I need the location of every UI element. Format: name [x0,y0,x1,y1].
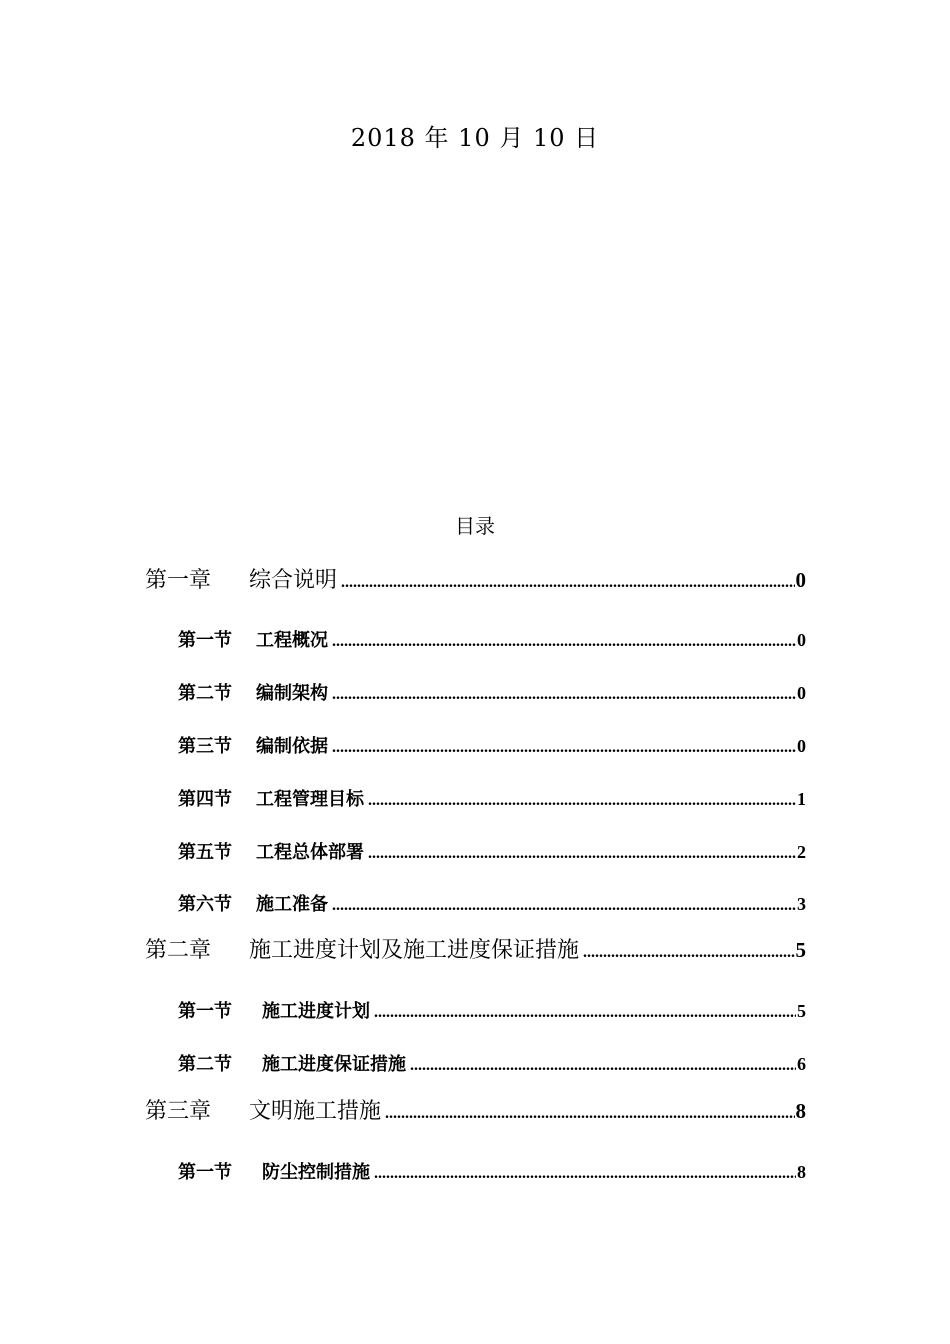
toc-entry-title: 防尘控制措施 [262,1162,370,1183]
toc-entry-number: 第二章 [145,938,212,963]
toc-entry-section-1-1[interactable] [178,626,806,652]
toc-entry-chapter-2[interactable] [145,933,806,964]
toc-entry-number: 第五节 [178,842,232,863]
dot-leader [368,845,796,863]
toc-entry-section-1-5[interactable] [178,838,806,864]
dot-leader [374,1004,796,1022]
toc-entry-chapter-1[interactable] [145,563,806,594]
toc-entry-title: 文明施工措施 [249,1099,382,1124]
dot-leader [332,739,796,757]
toc-entry-title: 施工进度计划及施工进度保证措施 [249,938,580,963]
toc-entry-section-2-2[interactable] [178,1050,806,1076]
toc-entry-page: 0 [797,736,806,756]
toc-entry-section-3-1[interactable] [178,1158,806,1184]
toc-entry-section-1-2[interactable] [178,679,806,705]
toc-entry-number: 第一节 [178,1001,232,1022]
toc-entry-page: 6 [797,1054,806,1074]
toc-entry-page: 0 [797,683,806,703]
toc-entry-number: 第二节 [178,683,232,704]
dot-leader [332,633,796,651]
toc-entry-title: 施工进度计划 [262,1001,370,1022]
dot-leader [332,897,796,915]
toc-entry-page: 0 [797,630,806,650]
toc-title: 目录 [455,514,495,538]
toc-entry-number: 第四节 [178,789,232,810]
toc-entry-page: 1 [797,789,806,809]
dot-leader [385,1105,794,1123]
toc-entry-title: 综合说明 [249,568,338,593]
toc-entry-section-1-4[interactable] [178,785,806,811]
toc-entry-number: 第一章 [145,568,212,593]
document-date: 2018 年 10 月 10 日 [350,124,600,152]
toc-entry-section-2-1[interactable] [178,997,806,1023]
toc-entry-number: 第二节 [178,1054,232,1075]
toc-entry-page: 5 [795,938,806,962]
toc-entry-number: 第一节 [178,630,232,651]
toc-entry-page: 8 [797,1162,806,1182]
toc-entry-section-1-3[interactable] [178,732,806,758]
toc-entry-number: 第三章 [145,1099,212,1124]
dot-leader [341,574,794,592]
toc-entry-page: 0 [795,568,806,592]
dot-leader [410,1057,796,1075]
toc-entry-title: 施工准备 [256,894,328,915]
toc-entry-number: 第六节 [178,894,232,915]
toc-entry-page: 3 [797,894,806,914]
toc-entry-page: 5 [797,1001,806,1021]
toc-entry-number: 第一节 [178,1162,232,1183]
dot-leader [368,792,796,810]
toc-entry-title: 编制依据 [256,736,328,757]
toc-entry-title: 施工进度保证措施 [262,1054,406,1075]
toc-entry-title: 编制架构 [256,683,328,704]
toc-entry-section-1-6[interactable] [178,890,806,916]
dot-leader [374,1165,796,1183]
toc-entry-page: 8 [795,1099,806,1123]
dot-leader [332,686,796,704]
toc-entry-title: 工程总体部署 [256,842,364,863]
toc-entry-title: 工程概况 [256,630,328,651]
toc-entry-page: 2 [797,842,806,862]
toc-entry-chapter-3[interactable] [145,1094,806,1125]
toc-entry-number: 第三节 [178,736,232,757]
dot-leader [583,944,794,962]
toc-entry-title: 工程管理目标 [256,789,364,810]
